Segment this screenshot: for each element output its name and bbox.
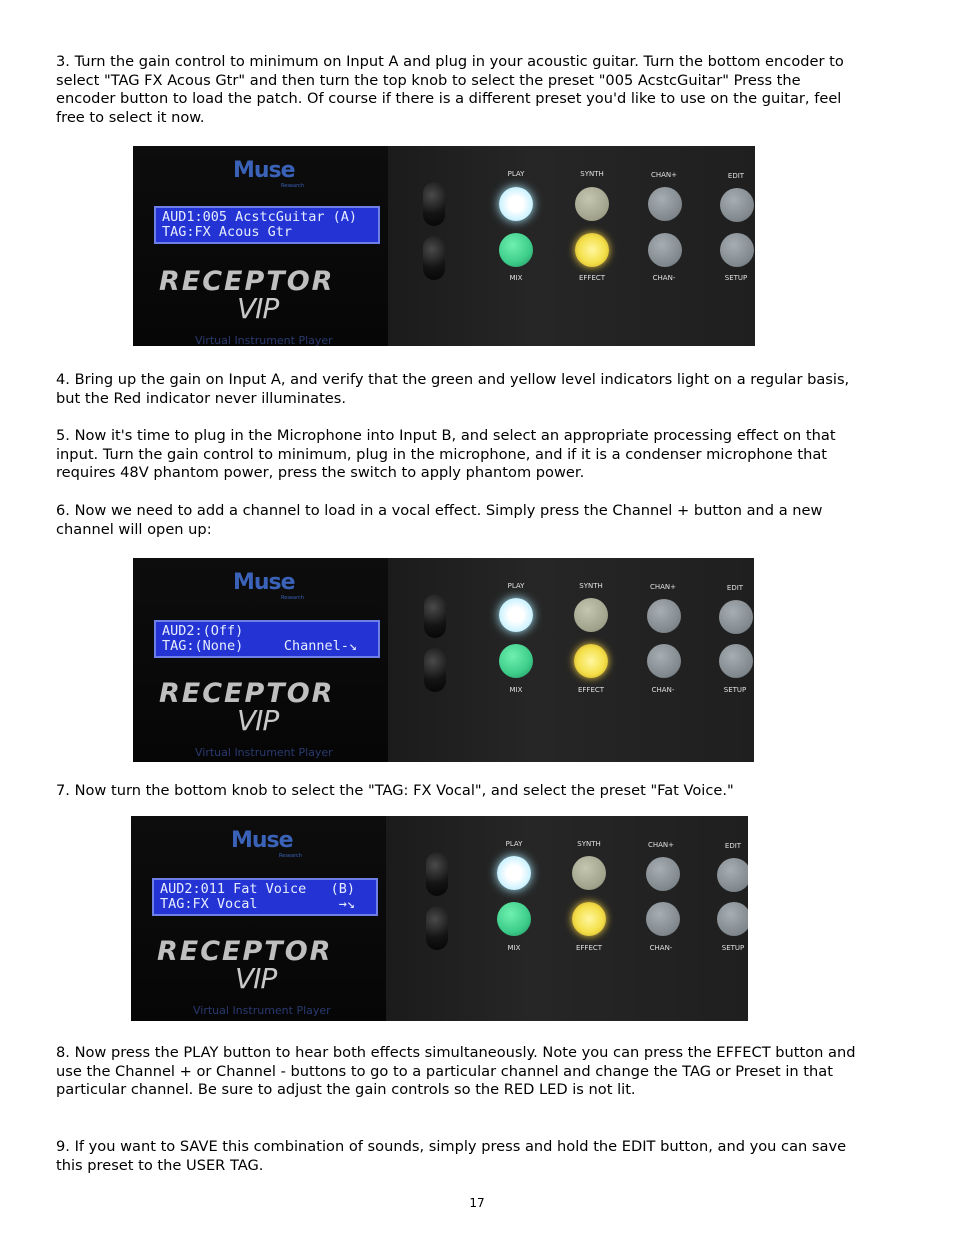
chan-minus-button[interactable]: [646, 902, 680, 936]
label-play: PLAY: [505, 840, 523, 848]
step-8-paragraph: 8. Now press the PLAY button to hear both effects simultaneously. Note you can press the EFFECT button and use the Channel + or Channel - buttons to go to a particular channel and change the TAG or Preset in that particular channel. Be sure to adjust the gain controls so the RED LED is not lit.: [56, 1044, 856, 1099]
brand-vip: VIP: [235, 962, 277, 995]
chan-plus-button[interactable]: [647, 599, 681, 633]
bottom-knob[interactable]: [426, 906, 448, 950]
brand-receptor: RECEPTOR: [159, 266, 335, 297]
mix-button[interactable]: [499, 233, 533, 267]
muse-logo: Muse: [233, 158, 295, 183]
label-play: PLAY: [507, 582, 525, 590]
label-mix: MIX: [509, 274, 523, 282]
effect-button[interactable]: [572, 902, 606, 936]
label-setup: SETUP: [724, 274, 748, 282]
step-5-paragraph: 5. Now it's time to plug in the Microphone into Input B, and select an appropriate processing effect on that input. Turn the gain control to minimum, plug in the microphone, and if it is a condenser microphone that requires 48V phantom power, press the switch to apply phantom power.: [56, 427, 836, 482]
label-edit: EDIT: [726, 584, 744, 592]
label-chan-minus: CHAN-: [651, 686, 675, 694]
synth-button[interactable]: [575, 187, 609, 221]
receptor-photo-2: [133, 558, 754, 762]
setup-button[interactable]: [720, 233, 754, 267]
lcd-display: [154, 620, 380, 658]
setup-button[interactable]: [719, 644, 753, 678]
chan-plus-button[interactable]: [646, 857, 680, 891]
label-setup: SETUP: [723, 686, 747, 694]
play-button[interactable]: [499, 598, 533, 632]
edit-button[interactable]: [720, 188, 754, 222]
label-synth: SYNTH: [580, 170, 604, 178]
tagline: Virtual Instrument Player: [195, 746, 333, 759]
lcd-line-2: TAG:FX Vocal →↘: [160, 896, 356, 912]
label-mix: MIX: [507, 944, 521, 952]
tagline: Virtual Instrument Player: [193, 1004, 331, 1017]
muse-logo: Muse: [231, 828, 293, 853]
step-6-paragraph: 6. Now we need to add a channel to load in a vocal effect. Simply press the Channel + button and a new channel will open up:: [56, 502, 823, 538]
label-chan-plus: CHAN+: [649, 583, 677, 591]
label-mix: MIX: [509, 686, 523, 694]
label-chan-plus: CHAN+: [647, 841, 675, 849]
muse-logo: Muse: [233, 570, 295, 595]
label-synth: SYNTH: [579, 582, 603, 590]
edit-button[interactable]: [717, 858, 748, 892]
effect-button[interactable]: [575, 233, 609, 267]
label-effect: EFFECT: [577, 686, 605, 694]
label-edit: EDIT: [727, 172, 745, 180]
mix-button[interactable]: [499, 644, 533, 678]
label-setup: SETUP: [721, 944, 745, 952]
step-4-paragraph: 4. Bring up the gain on Input A, and verify that the green and yellow level indicators light on a regular basis, but the Red indicator never illuminates.: [56, 371, 850, 407]
receptor-photo-3: [131, 816, 748, 1021]
muse-logo-sub: Research: [281, 595, 304, 601]
bottom-knob[interactable]: [424, 648, 446, 692]
brand-vip: VIP: [237, 292, 279, 325]
mix-button[interactable]: [497, 902, 531, 936]
play-button[interactable]: [497, 856, 531, 890]
brand-receptor: RECEPTOR: [159, 678, 335, 709]
lcd-display: [154, 206, 380, 244]
label-chan-minus: CHAN-: [649, 944, 673, 952]
lcd-display: [152, 878, 378, 916]
top-knob[interactable]: [424, 594, 446, 638]
play-button[interactable]: [499, 187, 533, 221]
label-chan-plus: CHAN+: [650, 171, 678, 179]
edit-button[interactable]: [719, 600, 753, 634]
brand-receptor: RECEPTOR: [157, 936, 333, 967]
synth-button[interactable]: [574, 598, 608, 632]
synth-button[interactable]: [572, 856, 606, 890]
muse-logo-sub: Research: [281, 183, 304, 189]
lcd-line-1: AUD2:(Off): [162, 623, 244, 639]
label-synth: SYNTH: [577, 840, 601, 848]
step-7-paragraph: 7. Now turn the bottom knob to select the "TAG: FX Vocal", and select the preset "Fat Voice.": [56, 782, 734, 799]
lcd-line-2: TAG:(None) Channel-↘: [162, 638, 358, 654]
label-effect: EFFECT: [575, 944, 603, 952]
bottom-knob[interactable]: [423, 236, 445, 280]
chan-plus-button[interactable]: [648, 187, 682, 221]
step-9-paragraph: 9. If you want to SAVE this combination of sounds, simply press and hold the EDIT button, and you can save this preset to the USER TAG.: [56, 1138, 847, 1174]
receptor-photo-1: [133, 146, 755, 346]
label-chan-minus: CHAN-: [652, 274, 676, 282]
brand-vip: VIP: [237, 704, 279, 737]
lcd-line-1: AUD2:011 Fat Voice (B): [160, 881, 356, 897]
top-knob[interactable]: [426, 852, 448, 896]
lcd-line-1: AUD1:005 AcstcGuitar (A): [162, 209, 358, 225]
effect-button[interactable]: [574, 644, 608, 678]
tagline: Virtual Instrument Player: [195, 334, 333, 346]
lcd-line-2: TAG:FX Acous Gtr: [162, 224, 293, 240]
chan-minus-button[interactable]: [648, 233, 682, 267]
chan-minus-button[interactable]: [647, 644, 681, 678]
muse-logo-sub: Research: [279, 853, 302, 859]
setup-button[interactable]: [717, 902, 748, 936]
label-effect: EFFECT: [578, 274, 606, 282]
page-number: 17: [469, 1196, 485, 1210]
label-edit: EDIT: [724, 842, 742, 850]
step-3-paragraph: 3. Turn the gain control to minimum on Input A and plug in your acoustic guitar. Turn the bottom encoder to select "TAG FX Acous Gtr" and then turn the top knob to select the preset "005 AcstcGuitar" Press the encoder button to load the patch. Of course if there is a different preset you'd like to use on the guitar, feel free to select it now.: [56, 53, 844, 127]
label-play: PLAY: [507, 170, 525, 178]
top-knob[interactable]: [423, 182, 445, 226]
